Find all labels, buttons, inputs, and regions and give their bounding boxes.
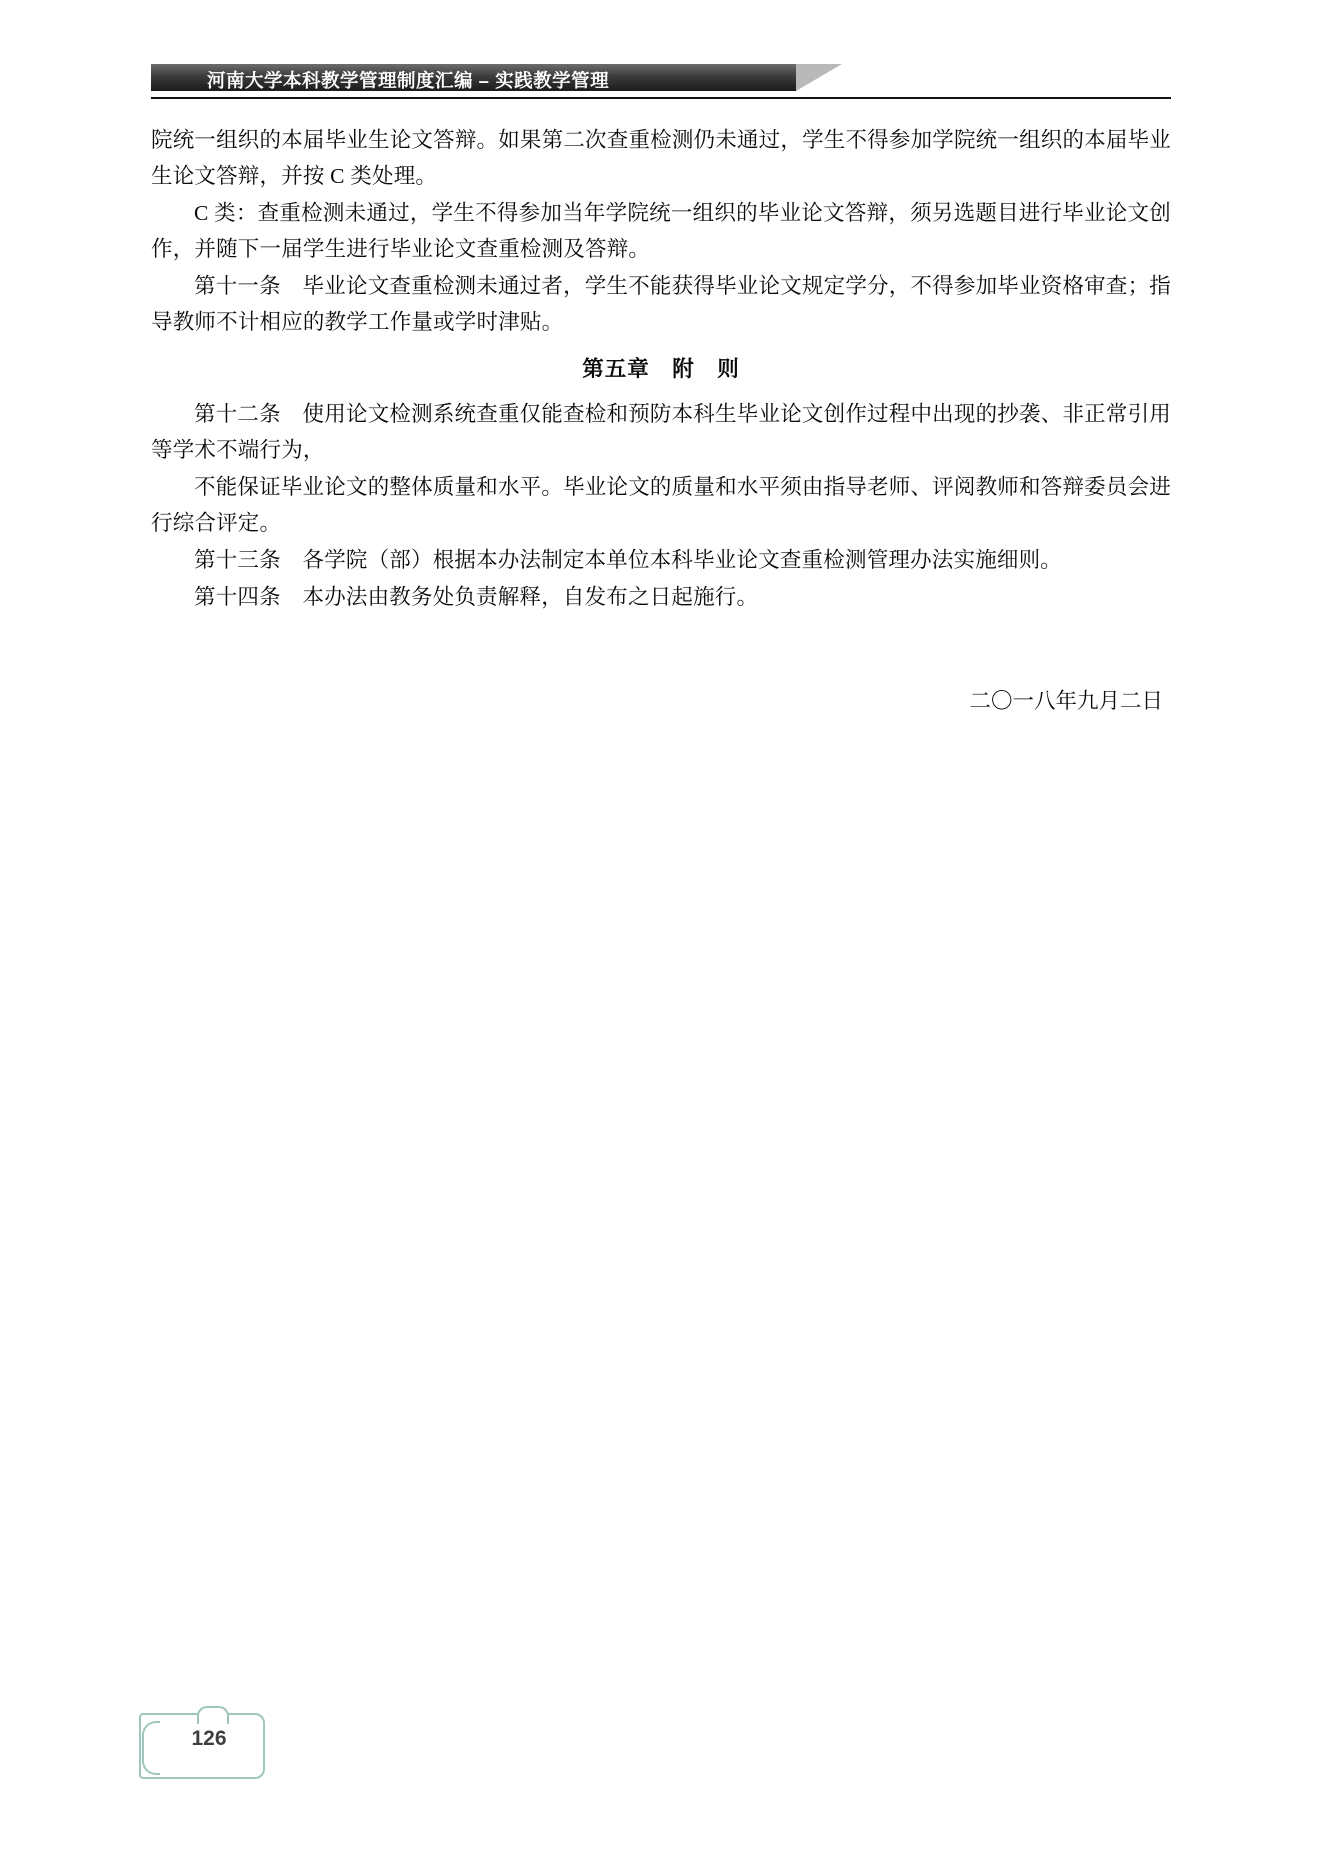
page-footer	[139, 1713, 269, 1785]
page-header	[151, 64, 1171, 98]
page-number: 126	[191, 1727, 227, 1750]
header-bar-tail	[796, 64, 842, 91]
ribbon-curl-left-icon	[142, 1721, 160, 1775]
document-body	[151, 122, 1171, 719]
document-date: 二〇一八年九月二日	[969, 689, 1163, 713]
paragraph: C 类：查重检测未通过，学生不得参加当年学院统一组织的毕业论文答辩，须另选题目进行毕业论文创作，并随下一届学生进行毕业论文查重检测及答辩。	[151, 201, 1171, 261]
paragraph: 第十三条 各学院（部）根据本办法制定本单位本科毕业论文查重检测管理办法实施细则。	[194, 548, 1063, 572]
ribbon-curl-top-icon	[197, 1706, 229, 1724]
section-heading: 第五章 附 则	[582, 357, 740, 381]
paragraph: 第十一条 毕业论文查重检测未通过者，学生不能获得毕业论文规定学分，不得参加毕业资格审查；指导教师不计相应的教学工作量或学时津贴。	[151, 274, 1171, 334]
paragraph: 院统一组织的本届毕业生论文答辩。如果第二次查重检测仍未通过，学生不得参加学院统一组织的本届毕业生论文答辩，并按 C 类处理。	[151, 128, 1171, 188]
header-title: 河南大学本科教学管理制度汇编 – 实践教学管理	[207, 70, 610, 91]
header-rule	[151, 97, 1171, 99]
paragraph: 不能保证毕业论文的整体质量和水平。毕业论文的质量和水平须由指导老师、评阅教师和答辩委员会进行综合评定。	[151, 475, 1171, 535]
paragraph: 第十四条 本办法由教务处负责解释，自发布之日起施行。	[194, 585, 759, 609]
paragraph: 第十二条 使用论文检测系统查重仅能查检和预防本科生毕业论文创作过程中出现的抄袭、非正常引用等学术不端行为，	[151, 402, 1171, 462]
